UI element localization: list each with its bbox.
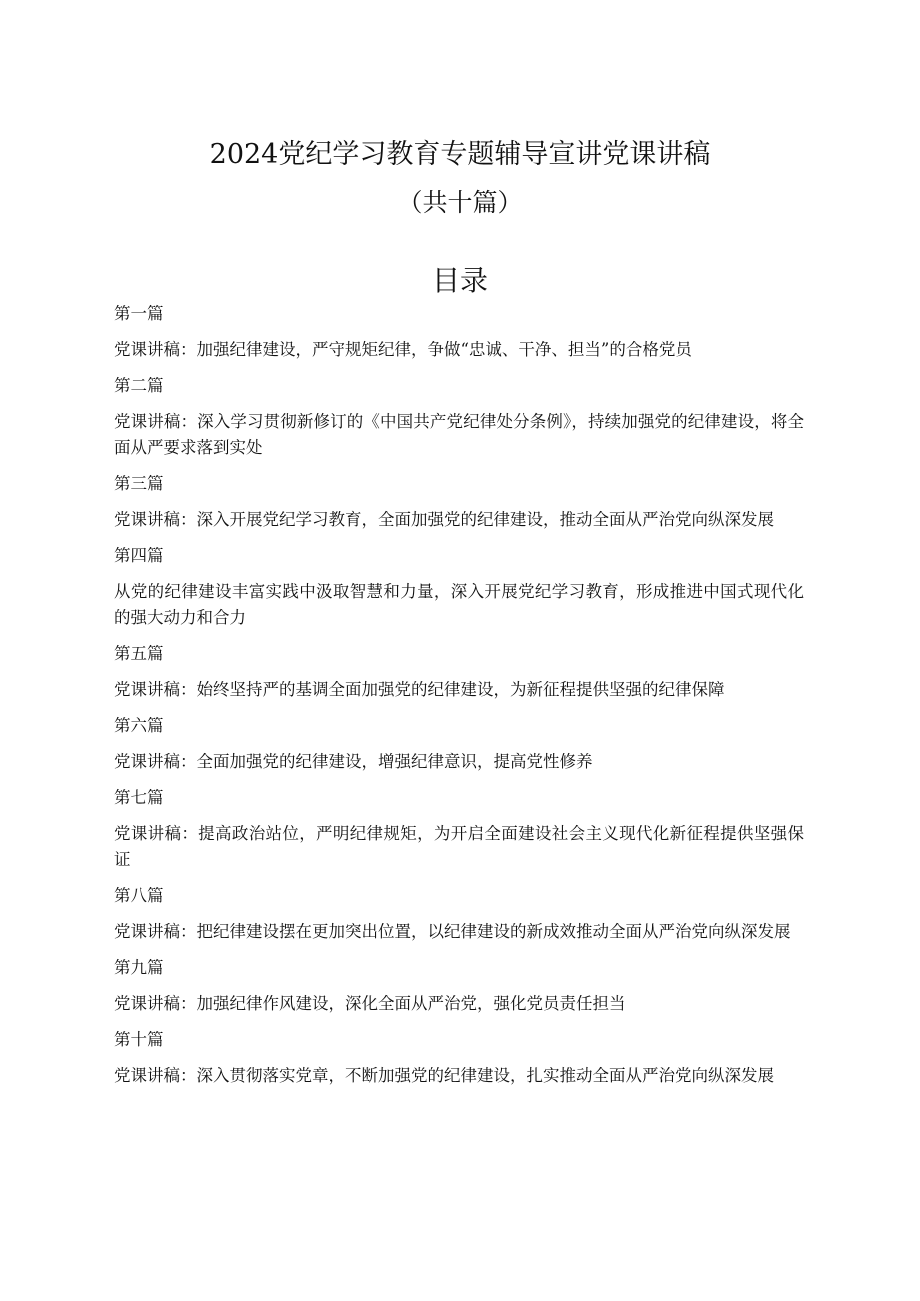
toc-part-label: 第六篇	[114, 716, 164, 735]
toc-part-label: 第四篇	[114, 546, 164, 565]
toc-entry	[114, 373, 804, 461]
toc-part-label: 第七篇	[114, 788, 164, 807]
toc-part-title: 党课讲稿：加强纪律作风建设，深化全面从严治党，强化党员责任担当	[114, 994, 626, 1013]
toc-part-label: 第三篇	[114, 474, 164, 493]
toc-part-label: 第五篇	[114, 644, 164, 663]
table-of-contents	[114, 301, 804, 1099]
toc-entry	[114, 1027, 804, 1089]
document-subtitle: （共十篇）	[397, 188, 523, 217]
toc-part-title: 党课讲稿：提高政治站位，严明纪律规矩，为开启全面建设社会主义现代化新征程提供坚强保证	[114, 824, 804, 869]
toc-entry	[114, 641, 804, 703]
toc-heading: 目录	[431, 264, 488, 297]
toc-entry	[114, 471, 804, 533]
toc-entry	[114, 713, 804, 775]
toc-part-title: 党课讲稿：深入开展党纪学习教育，全面加强党的纪律建设，推动全面从严治党向纵深发展	[114, 510, 774, 529]
toc-entry	[114, 955, 804, 1017]
toc-part-title: 党课讲稿：深入贯彻落实党章，不断加强党的纪律建设，扎实推动全面从严治党向纵深发展	[114, 1066, 774, 1085]
toc-entry	[114, 883, 804, 945]
toc-entry	[114, 785, 804, 873]
toc-part-title: 党课讲稿：加强纪律建设，严守规矩纪律，争做“忠诚、干净、担当”的合格党员	[114, 340, 692, 359]
toc-part-label: 第九篇	[114, 958, 164, 977]
toc-part-label: 第八篇	[114, 886, 164, 905]
document-title: 2024党纪学习教育专题辅导宣讲党课讲稿	[209, 139, 711, 170]
toc-part-label: 第一篇	[114, 304, 164, 323]
toc-entry	[114, 301, 804, 363]
toc-part-title: 党课讲稿：深入学习贯彻新修订的《中国共产党纪律处分条例》，持续加强党的纪律建设，将全面从严要求落到实处	[114, 412, 804, 457]
toc-part-label: 第十篇	[114, 1030, 164, 1049]
toc-part-title: 党课讲稿：全面加强党的纪律建设，增强纪律意识，提高党性修养	[114, 752, 593, 771]
toc-entry	[114, 543, 804, 631]
toc-part-title: 从党的纪律建设丰富实践中汲取智慧和力量，深入开展党纪学习教育，形成推进中国式现代化的强大动力和合力	[114, 582, 804, 627]
toc-part-title: 党课讲稿：始终坚持严的基调全面加强党的纪律建设，为新征程提供坚强的纪律保障	[114, 680, 725, 699]
toc-part-label: 第二篇	[114, 376, 164, 395]
toc-part-title: 党课讲稿：把纪律建设摆在更加突出位置，以纪律建设的新成效推动全面从严治党向纵深发展	[114, 922, 791, 941]
